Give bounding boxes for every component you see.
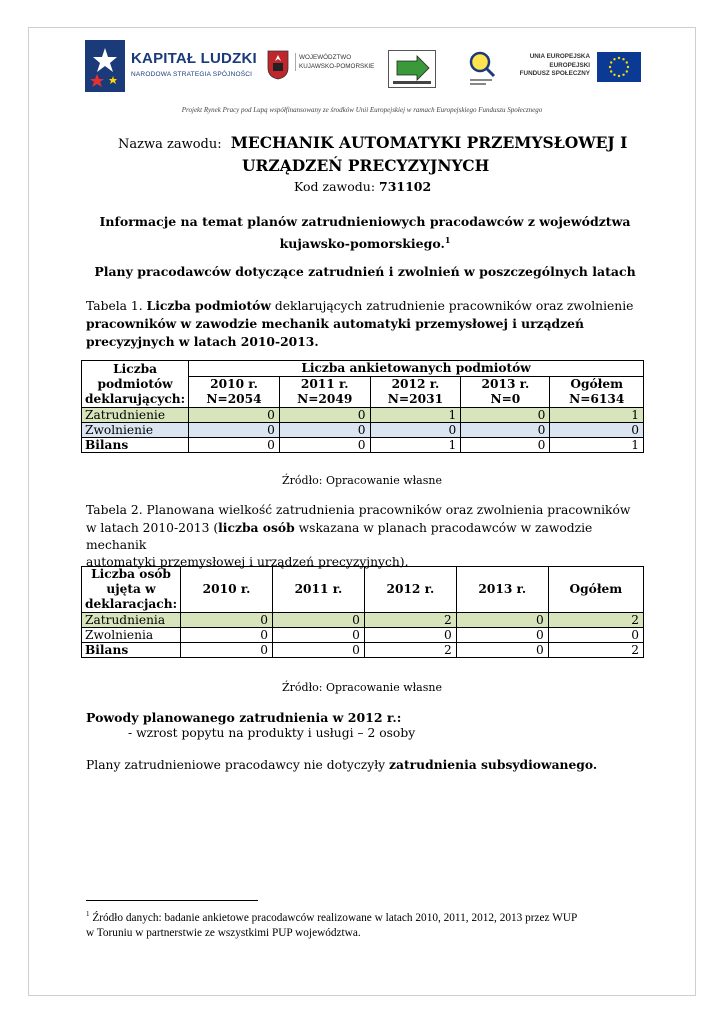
caption-bold: liczba osób: [218, 520, 295, 535]
table-row: [82, 643, 644, 658]
subsidy-note: [86, 757, 597, 772]
table2-col-header: 2013 r.: [456, 567, 548, 613]
caption-pre: w latach 2010-2013 (: [86, 521, 219, 535]
occupation-name-line2: URZĄDZEŃ PRECYZYJNYCH: [242, 156, 490, 175]
table1-col-header: [189, 377, 280, 408]
table1-caption-mid: deklarujących zatrudnienie pracowników oraz zwolnienie: [270, 299, 634, 313]
title-line1: [118, 133, 627, 152]
table1-header-row1: [82, 361, 644, 377]
table-row: [82, 613, 644, 628]
eu-star-icon: [610, 70, 612, 72]
table-cell: 2: [364, 643, 456, 658]
eu-star-icon: [613, 58, 615, 60]
table2-col-header: 2012 r.: [364, 567, 456, 613]
info-heading-line1: Informacje na temat planów zatrudnieniowych pracodawców z województwa: [99, 214, 631, 229]
row-label: Bilans: [82, 643, 181, 658]
col-year: 2012 r.: [391, 377, 440, 391]
table-cell: 0: [279, 408, 370, 423]
table-cell: 0: [548, 628, 643, 643]
table1: [81, 360, 644, 453]
col-n: N=6134: [569, 392, 625, 406]
subsidy-bold: zatrudnienia subsydiowanego.: [389, 757, 598, 772]
plans-heading: Plany pracodawców dotyczące zatrudnień i zwolnień w poszczególnych latach: [94, 264, 636, 279]
col-year: 2010 r.: [210, 377, 258, 391]
info-heading-line2: [90, 231, 640, 253]
eu-label: [510, 53, 590, 79]
table-cell: 0: [370, 423, 461, 438]
table2-header-row: [82, 567, 644, 613]
table-cell: 0: [181, 613, 273, 628]
eu-star-icon: [626, 70, 628, 72]
table-cell: 0: [181, 628, 273, 643]
table-cell: 0: [461, 438, 550, 453]
table-row: [82, 423, 644, 438]
code-value: 731102: [379, 179, 432, 194]
eu-star-icon: [622, 74, 624, 76]
eu-star-icon: [618, 75, 620, 77]
voivodeship-label: [295, 53, 374, 71]
table2-col-header: 2011 r.: [272, 567, 364, 613]
table-cell: 1: [550, 408, 644, 423]
table2-col-header: 2010 r.: [181, 567, 273, 613]
footnote-line2: w Toruniu w partnerstwie ze wszystkimi PUP województwa.: [86, 926, 361, 939]
table2-col-header: Ogółem: [548, 567, 643, 613]
magnifier-logo-icon: [468, 50, 496, 88]
row-label: Zwolnienia: [82, 628, 181, 643]
table-cell: 0: [461, 408, 550, 423]
table2-corner: Liczba osób ujęta w deklaracjach:: [82, 567, 181, 613]
kapital-ludzki-logo-icon: [85, 40, 125, 92]
table1-col-header: [461, 377, 550, 408]
reason-item: - wzrost popytu na produkty i usługi – 2 osoby: [128, 726, 416, 740]
footnote-mark: 1: [86, 910, 90, 918]
footnote-line1: [86, 907, 646, 926]
table-row: [82, 408, 644, 423]
eu-star-icon: [609, 66, 611, 68]
table-cell: 1: [370, 408, 461, 423]
info-heading: [90, 213, 640, 253]
occupation-label: Nazwa zawodu:: [118, 137, 222, 152]
table1-col-header: [279, 377, 370, 408]
table-cell: 1: [370, 438, 461, 453]
eu-star-icon: [618, 57, 620, 59]
eu-star-icon: [613, 74, 615, 76]
table-cell: 2: [364, 613, 456, 628]
eu-line1: UNIA EUROPEJSKA: [529, 53, 590, 60]
table-cell: 0: [461, 423, 550, 438]
reasons-heading: Powody planowanego zatrudnienia w 2012 r.:: [86, 710, 402, 725]
eu-flag-icon: [597, 52, 641, 82]
table-cell: 0: [279, 438, 370, 453]
table-row: [82, 438, 644, 453]
col-n: N=2049: [297, 392, 353, 406]
table1-corner: Liczba podmiotów deklarujących:: [82, 361, 189, 408]
eu-star-icon: [627, 66, 629, 68]
table2-caption-line1: Tabela 2. Planowana wielkość zatrudnienia pracowników oraz zwolnienia pracowników: [86, 503, 631, 517]
table1-group-header: Liczba ankietowanych podmiotów: [189, 361, 644, 377]
eu-line2: EUROPEJSKI: [549, 61, 590, 69]
eu-star-icon: [610, 61, 612, 63]
voivodeship-line2: KUJAWSKO-POMORSKIE: [299, 63, 375, 70]
row-label: Bilans: [82, 438, 189, 453]
table-cell: 0: [272, 628, 364, 643]
table2: [81, 566, 644, 658]
col-n: N=2031: [387, 392, 444, 406]
table1-col-header: [550, 377, 644, 408]
table1-col-header: [370, 377, 461, 408]
table-cell: 0: [272, 613, 364, 628]
col-year: 2011 r.: [300, 377, 349, 391]
table1-caption: [86, 297, 646, 351]
occupation-name-line1: MECHANIK AUTOMATYKI PRZEMYSŁOWEJ I: [230, 133, 628, 152]
table-cell: 0: [550, 423, 644, 438]
col-year: 2013 r.: [481, 377, 530, 391]
voivodeship-line1: WOJEWÓDZTWO: [299, 54, 352, 61]
row-label: Zwolnienie: [82, 423, 189, 438]
code-label: Kod zawodu:: [294, 179, 376, 194]
kapital-ludzki-title: KAPITAŁ LUDZKI: [131, 50, 257, 67]
col-n: N=2054: [206, 392, 262, 406]
table-cell: 0: [181, 643, 273, 658]
col-n: N=0: [490, 392, 521, 406]
voivodeship-crest-icon: [267, 50, 289, 80]
caption-post: wskazana w planach pracodawców w zawodzie mechanik: [86, 521, 593, 552]
table-cell: 0: [456, 613, 548, 628]
row-label: Zatrudnienie: [82, 408, 189, 423]
table-cell: 0: [364, 628, 456, 643]
table-cell: 2: [548, 613, 643, 628]
row-label: Zatrudnienia: [82, 613, 181, 628]
footnote-ref: 1: [444, 235, 451, 245]
occupation-code: [294, 179, 431, 194]
table2-source: Źródło: Opracowanie własne: [282, 681, 442, 694]
eu-line3: FUNDUSZ SPOŁECZNY: [519, 70, 590, 77]
table-cell: 0: [279, 423, 370, 438]
kapital-ludzki-subtitle: NARODOWA STRATEGIA SPÓJNOŚCI: [131, 71, 253, 78]
table-cell: 0: [189, 423, 280, 438]
col-year: Ogółem: [570, 377, 624, 391]
table-cell: 0: [456, 628, 548, 643]
footnote-divider: [86, 900, 258, 901]
table2-caption: [86, 502, 646, 571]
header-logos: [85, 40, 645, 98]
table-cell: 1: [550, 438, 644, 453]
footnote-text1: Źródło danych: badanie ankietowe pracodawców realizowane w latach 2010, 2011, 2012, 2013 przez WUP: [89, 911, 578, 924]
info-heading-line2-text: kujawsko-pomorskiego.: [279, 236, 445, 252]
table1-caption-prefix: Tabela 1.: [86, 299, 147, 313]
table-cell: 0: [272, 643, 364, 658]
eu-star-icon: [622, 58, 624, 60]
project-line: Projekt Rynek Pracy pod Lupą współfinansowany ze środków Unii Europejskiej w ramach Europejskiego Funduszu Społecznego: [181, 106, 543, 114]
footnote: [86, 907, 646, 941]
table2-caption-line2: [86, 519, 646, 554]
table-cell: 0: [189, 438, 280, 453]
subsidy-pre: Plany zatrudnieniowe pracodawcy nie dotyczyły: [86, 758, 390, 772]
table1-caption-bold2: pracowników w zawodzie mechanik automatyki przemysłowej i urządzeń precyzyjnych w latach 2010-2013.: [86, 316, 584, 349]
table-cell: 0: [456, 643, 548, 658]
table-cell: 0: [189, 408, 280, 423]
table-row: [82, 628, 644, 643]
table-cell: 2: [548, 643, 643, 658]
table1-source: Źródło: Opracowanie własne: [282, 474, 442, 487]
table1-caption-bold1: Liczba podmiotów: [146, 298, 271, 313]
wup-logo-icon: [388, 50, 436, 88]
eu-star-icon: [626, 61, 628, 63]
table2-caption-line3: automatyki przemysłowej i urządzeń precyzyjnych).: [86, 555, 409, 569]
